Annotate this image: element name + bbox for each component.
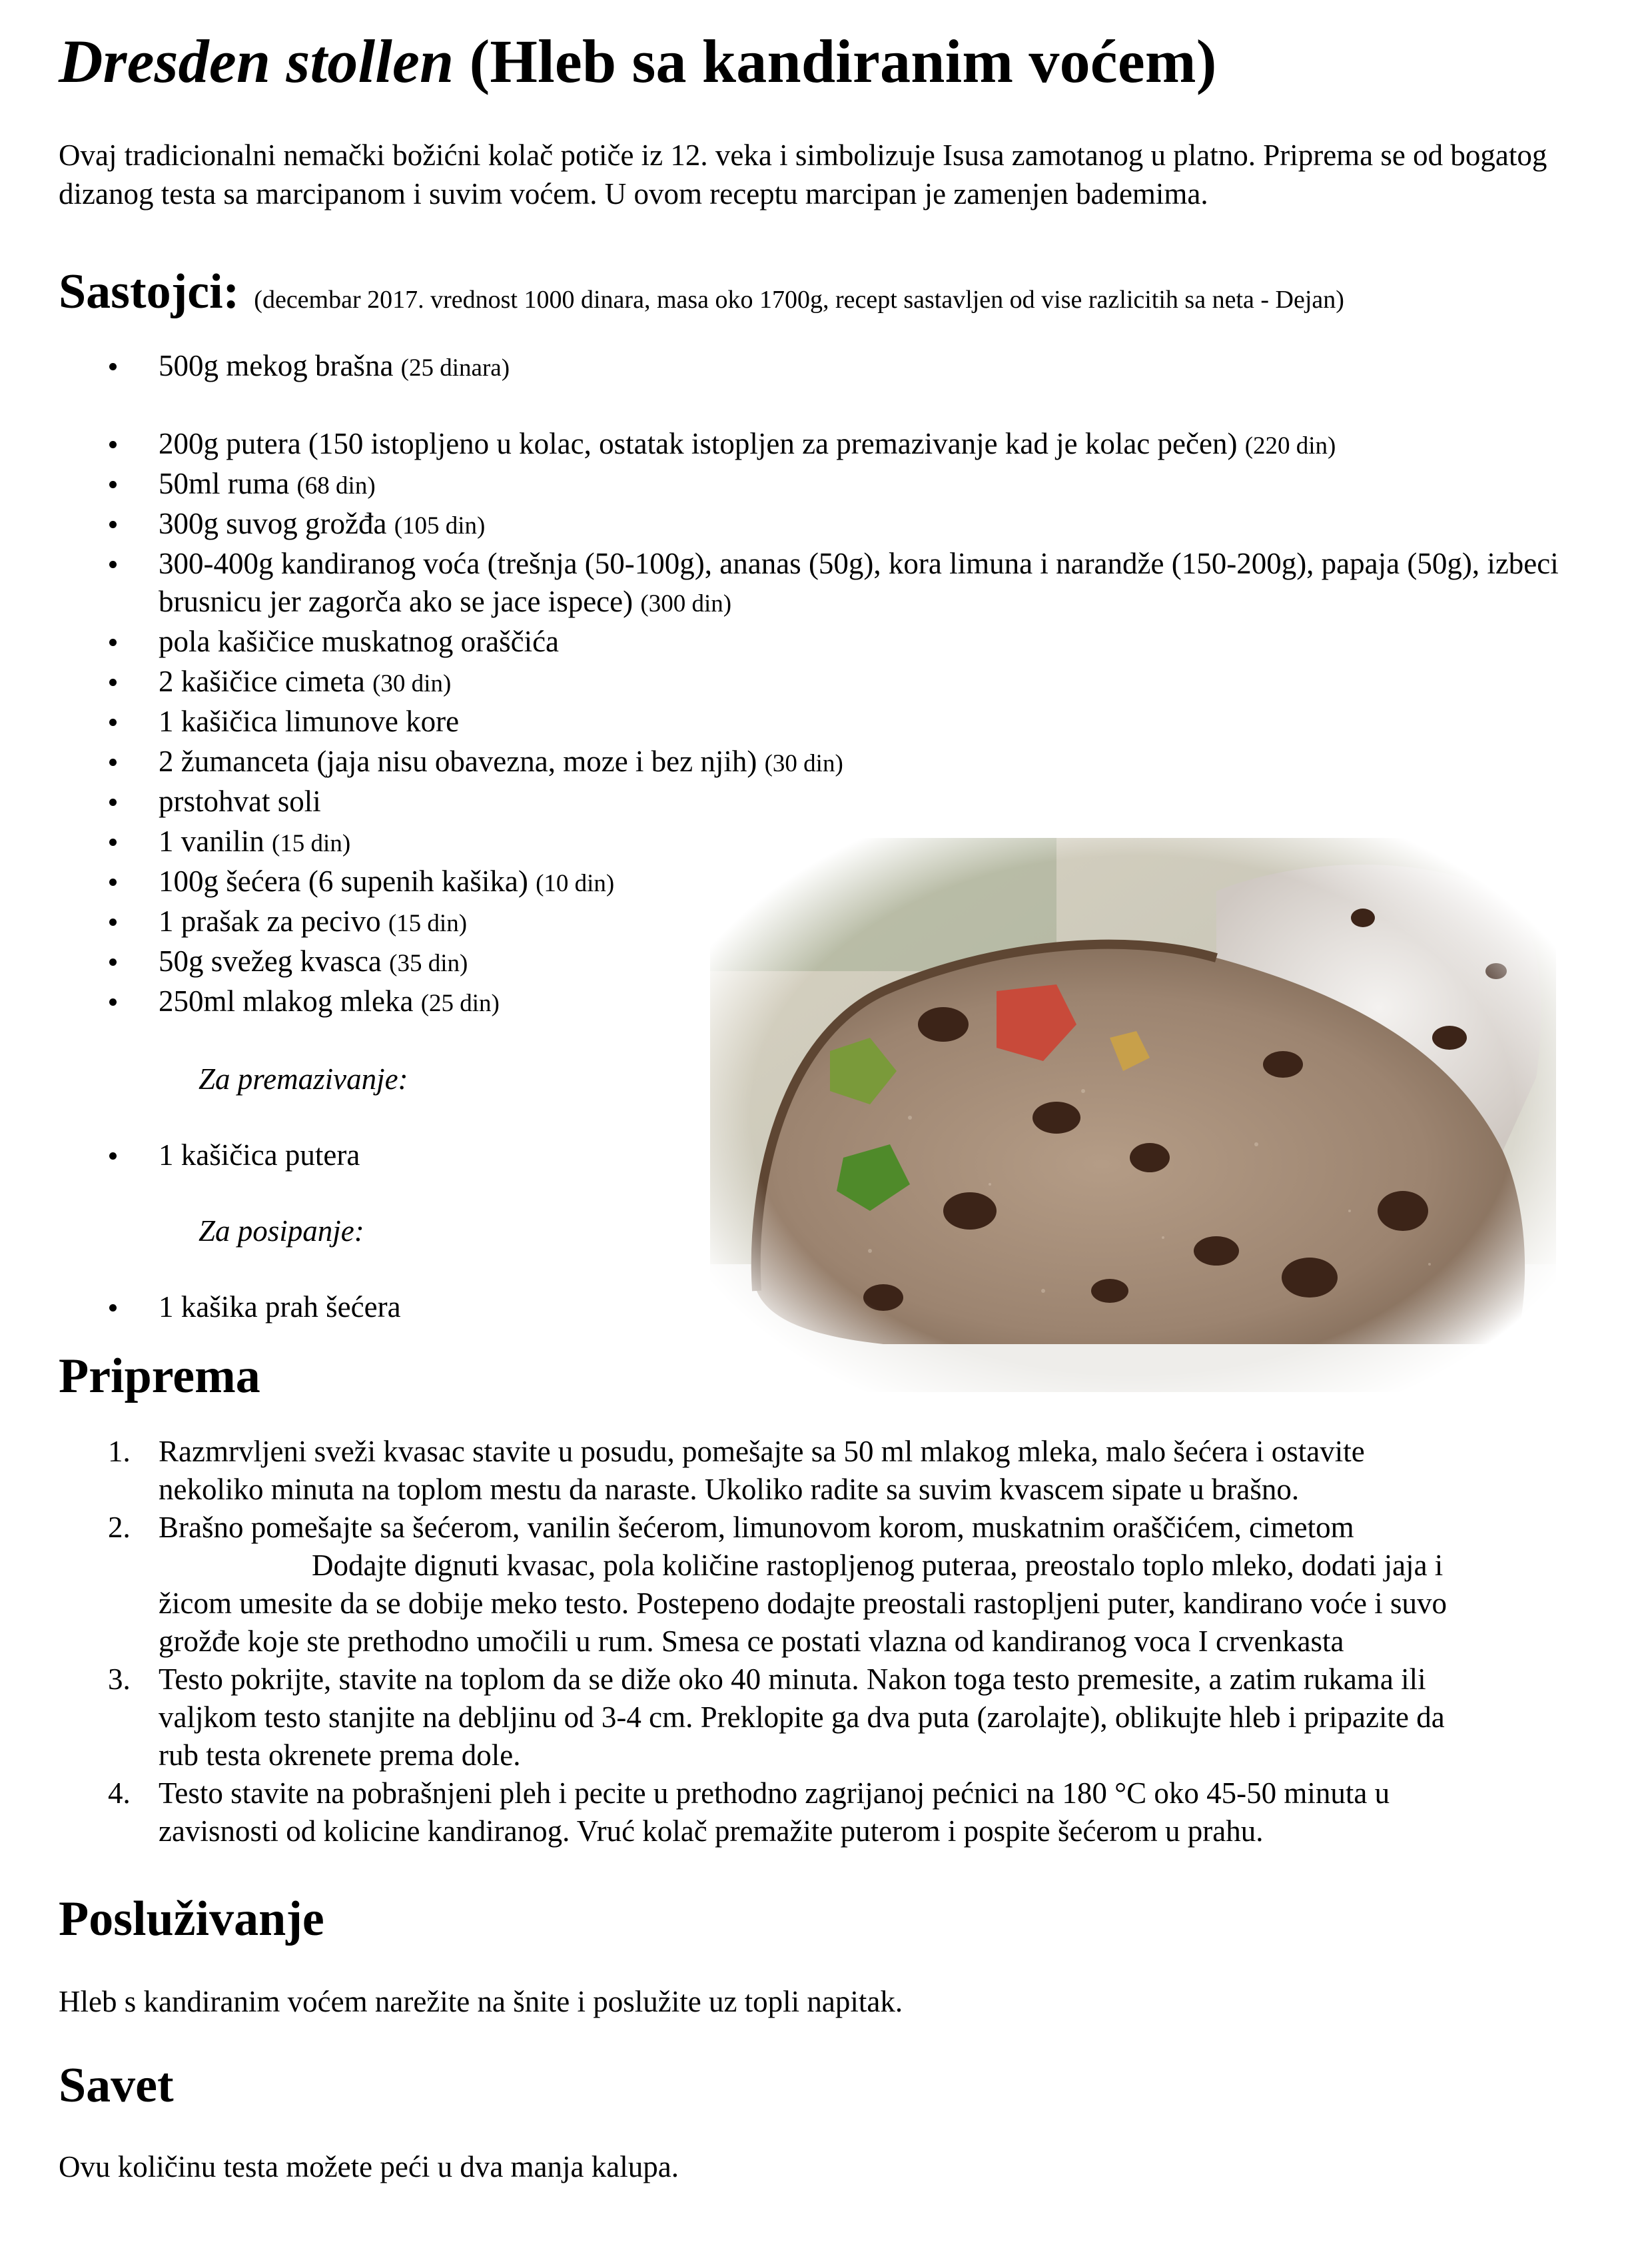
serving-heading: Posluživanje — [59, 1891, 324, 1946]
step-line: Testo stavite na pobrašnjeni pleh i pecite u prethodno zagrijanoj pećnici na 180 °C oko 45-50 minuta u — [159, 1776, 1390, 1810]
ingredients-header — [59, 264, 1604, 320]
list-item — [59, 663, 1604, 703]
step-line: valjkom testo stanjite na debljinu od 3-4 cm. Preklopite ga dva puta (zarolajte), oblikujte hleb i pripazite da — [159, 1700, 1445, 1734]
step-number: 4. — [108, 1776, 131, 1810]
step-line: rub testa okrenete prema dole. — [159, 1738, 521, 1772]
ingredient-text: 50g svežeg kvasca — [159, 944, 390, 978]
step-line: Brašno pomešajte sa šećerom, vanilin šećerom, limunovom korom, muskatnim oraščićem, cimetom — [159, 1510, 1354, 1544]
step-number: 3. — [108, 1662, 131, 1696]
step-item — [59, 1509, 1604, 1661]
premaz-heading: Za premazivanje: — [199, 1062, 408, 1096]
step-line: grožđe koje ste prethodno umočili u rum. Smesa ce postati vlazna od kandiranog voca I crvenkasta — [159, 1624, 1344, 1658]
priprema-heading: Priprema — [59, 1348, 260, 1403]
tip-heading: Savet — [59, 2058, 174, 2113]
list-item — [59, 505, 1604, 545]
step-line: zavisnosti od kolicine kandiranog. Vruć kolač premažite puterom i pospite šećerom u prahu. — [159, 1814, 1264, 1848]
intro-paragraph: Ovaj tradicionalni nemački božićni kolač potiče iz 12. veka i simbolizuje Isusa zamotanog u platno. Priprema se od bogatog dizanog testa sa marcipanom i suvim voćem. U ovom receptu marcipan je zamenjen bademima. — [59, 138, 1547, 210]
title-rest: (Hleb sa kandiranim voćem) — [454, 27, 1217, 95]
ingredient-text: 1 prašak za pecivo — [159, 904, 388, 938]
ingredient-price: (15 din) — [271, 829, 351, 857]
ingredients-list-first — [59, 347, 1604, 387]
list-item — [59, 545, 1604, 623]
ingredient-price: (10 din) — [536, 869, 615, 897]
ingredients-heading: Sastojci: — [59, 264, 240, 319]
page-title — [59, 27, 1604, 97]
ingredient-text: 2 žumanceta (jaja nisu obavezna, moze i bez njih) — [159, 744, 765, 778]
ingredient-text: 300g suvog grožđa — [159, 506, 394, 540]
serving-text: Hleb s kandiranim voćem narežite na šnite i poslužite uz topli napitak. — [59, 1984, 903, 2018]
step-item — [59, 1433, 1604, 1509]
ingredient-text: 200g putera (150 istopljeno u kolac, ostatak istopljen za premazivanje kad je kolac pečen) — [159, 426, 1245, 460]
stollen-photo — [710, 838, 1556, 1392]
ingredient-text: 300-400g kandiranog voća (trešnja (50-100g), ananas (50g), kora limuna i narandže (150-200g), papaja (50g), izbeci brusnicu jer zagorča ako se jace ispece) — [159, 546, 1559, 618]
ingredient-price: (105 din) — [394, 512, 486, 540]
list-item: 500g mekog brašna (25 dinara) — [59, 347, 1604, 387]
ingredient-text: 2 kašičice cimeta — [159, 664, 373, 698]
step-number: 1. — [108, 1434, 131, 1468]
ingredient-price: (30 din) — [764, 749, 843, 777]
ingredient-price: (68 din) — [296, 472, 376, 500]
step-line: nekoliko minuta na toplom mestu da naraste. Ukoliko radite sa suvim kvascem sipate u brašno. — [159, 1472, 1300, 1506]
step-line: Dodajte dignuti kvasac, pola količine rastopljenog puteraa, preostalo toplo mleko, dodati jaja i — [312, 1548, 1444, 1582]
ingredient-text: 100g šećera (6 supenih kašika) — [159, 864, 536, 898]
ingredient-text: 1 vanilin — [159, 824, 272, 858]
list-item — [59, 783, 1604, 823]
list-item — [59, 465, 1604, 505]
step-line: Testo pokrijte, stavite na toplom da se diže oko 40 minuta. Nakon toga testo premesite, a zatim rukama ili — [159, 1662, 1426, 1696]
ingredient-price: (35 din) — [389, 949, 468, 977]
ingredient-price: (25 din) — [420, 989, 500, 1017]
step-line: žicom umesite da se dobije meko testo. Postepeno dodajte preostali rastopljeni puter, kandirano voće i suvo — [159, 1586, 1447, 1620]
ingredient-price: (300 din) — [640, 589, 732, 617]
step-item — [59, 1774, 1604, 1850]
ingredient-text: 50ml ruma — [159, 466, 297, 500]
list-item — [59, 743, 1604, 783]
ingredient-text: prstohvat soli — [159, 784, 321, 818]
ingredient-price: (30 din) — [372, 669, 452, 697]
step-number: 2. — [108, 1510, 131, 1544]
list-item: 1 kašika prah šećera — [59, 1288, 1604, 1326]
tip-text: Ovu količinu testa možete peći u dva manja kalupa. — [59, 2149, 679, 2183]
list-item: 1 kašičica putera — [59, 1136, 1604, 1174]
ingredient-price: (15 din) — [388, 909, 468, 937]
ingredient-text: 250ml mlakog mleka — [159, 984, 421, 1018]
ingredient-price: (220 din) — [1244, 432, 1336, 460]
ingredient-text: 1 kašičica limunove kore — [159, 704, 460, 738]
list-item — [59, 703, 1604, 743]
posip-heading: Za posipanje: — [199, 1214, 364, 1248]
list-item — [59, 623, 1604, 663]
title-italic: Dresden stollen — [59, 27, 454, 95]
ingredient-text: pola kašičice muskatnog oraščića — [159, 624, 560, 658]
step-line: Razmrvljeni sveži kvasac stavite u posudu, pomešajte sa 50 ml mlakog mleka, malo šećera i ostavite — [159, 1434, 1365, 1468]
step-item — [59, 1661, 1604, 1774]
ingredients-note: (decembar 2017. vrednost 1000 dinara, masa oko 1700g, recept sastavljen od vise razlicitih sa neta - Dejan) — [254, 285, 1344, 314]
steps-list — [59, 1433, 1604, 1850]
list-item — [59, 425, 1604, 465]
